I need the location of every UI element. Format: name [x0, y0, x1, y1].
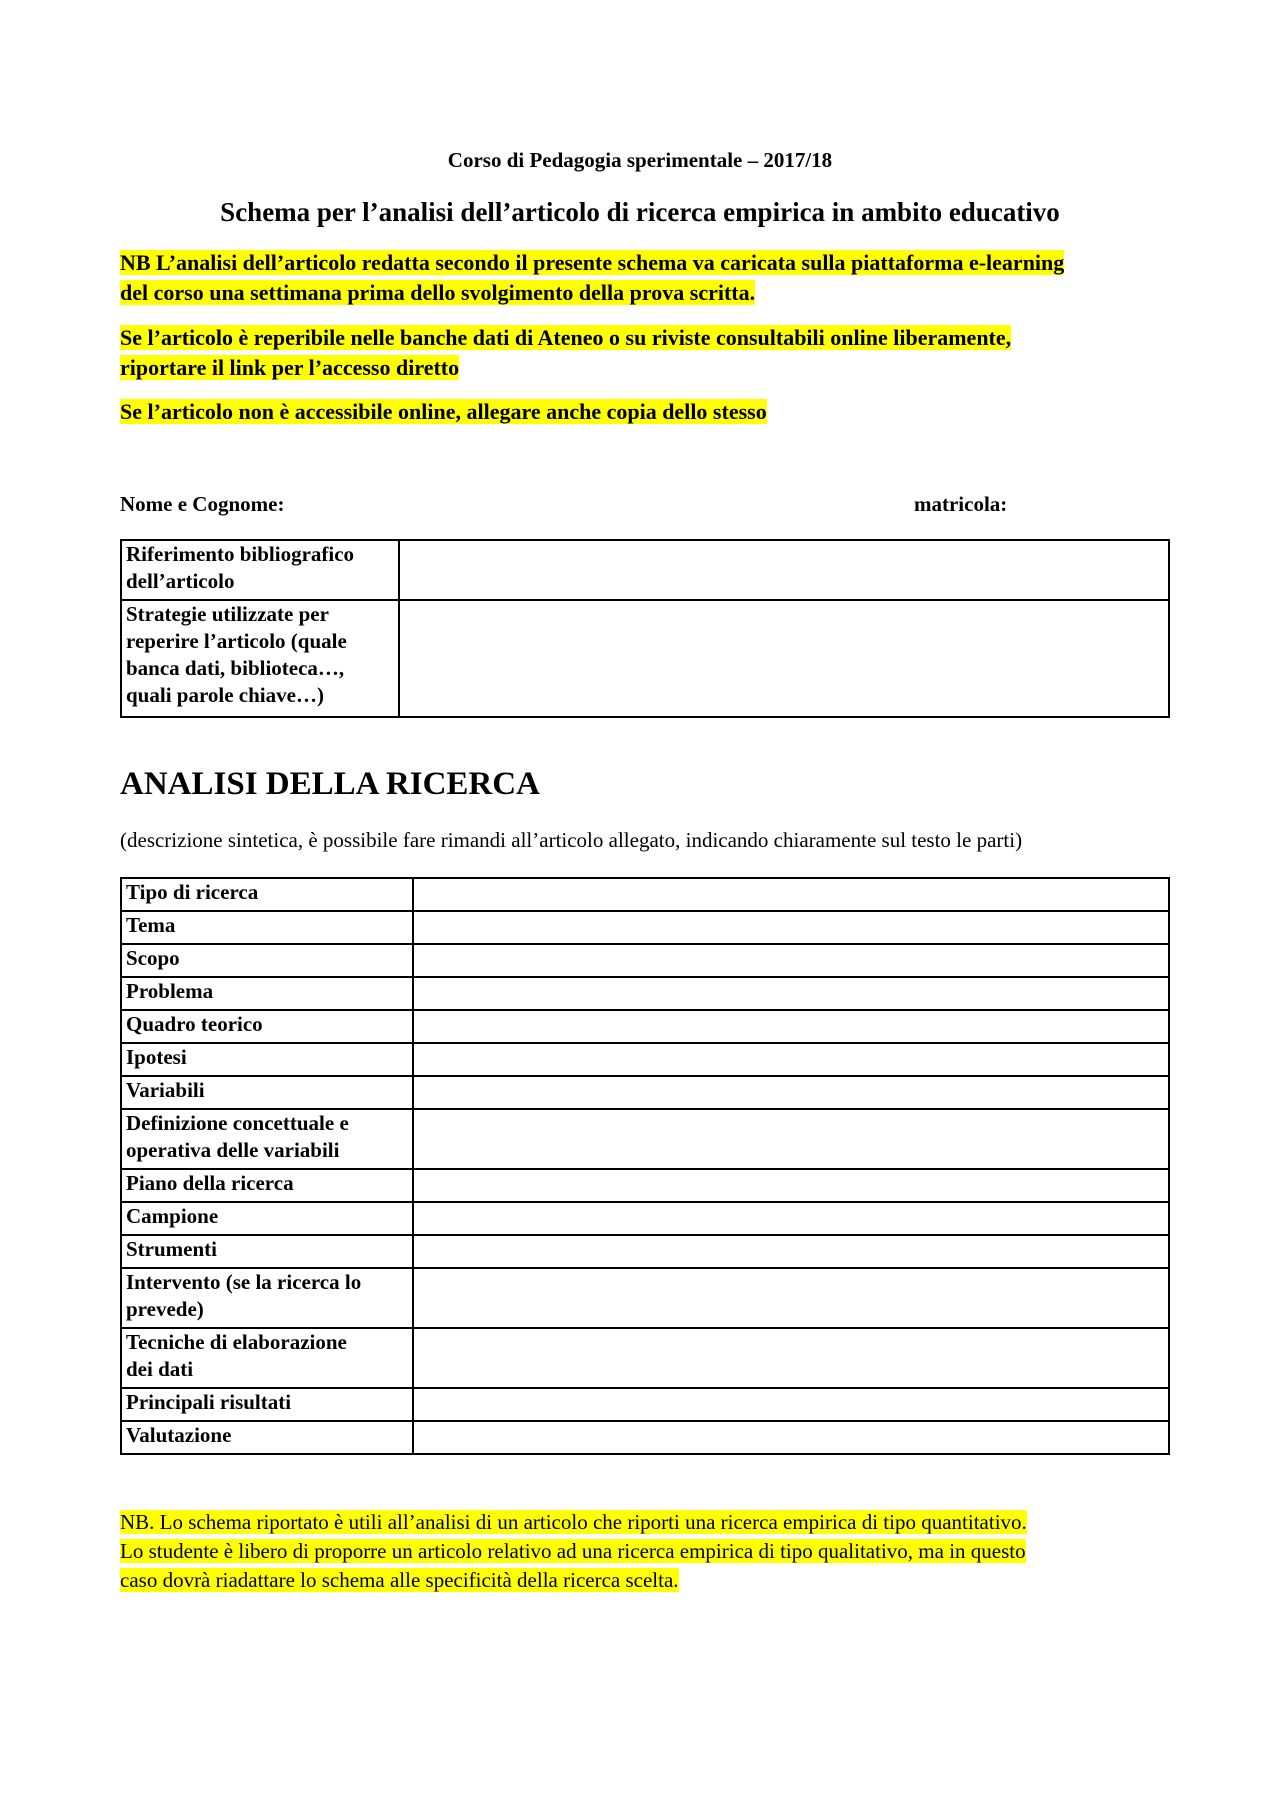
row-label: Tecniche di elaborazione dei dati — [121, 1328, 413, 1388]
row-label: Piano della ricerca — [121, 1169, 413, 1202]
table-row — [121, 540, 1169, 600]
row-label: Valutazione — [121, 1421, 413, 1454]
matricola-label: matricola: — [914, 492, 1008, 516]
row-value-cell[interactable] — [413, 1235, 1169, 1268]
row-value-cell[interactable] — [413, 1010, 1169, 1043]
row-value-cell[interactable] — [413, 1076, 1169, 1109]
table-row — [121, 1235, 1169, 1268]
table-row — [121, 1388, 1169, 1421]
table-row — [121, 911, 1169, 944]
document-title: Schema per l’analisi dell’articolo di ricerca empirica in ambito educativo — [220, 197, 1060, 227]
row-value-cell[interactable] — [413, 1268, 1169, 1328]
upload-note-line-2: del corso una settimana prima dello svolgimento della prova scritta. — [120, 280, 756, 305]
upload-note-line-1: NB L’analisi dell’articolo redatta secondo il presente schema va caricata sulla piattaforma e-learning — [120, 250, 1065, 275]
row-label: Definizione concettuale e operativa delle variabili — [121, 1109, 413, 1169]
row-value-cell[interactable] — [413, 1328, 1169, 1388]
row-label: Ipotesi — [121, 1043, 413, 1076]
table-row — [121, 1328, 1169, 1388]
article-info-table — [120, 539, 1170, 718]
table-row — [121, 1043, 1169, 1076]
table-row — [121, 1268, 1169, 1328]
search-strategies-label: Strategie utilizzate per reperire l’articolo (quale banca dati, biblioteca…, quali parole chiave…) — [121, 600, 399, 717]
footnote-line-2: Lo studente è libero di proporre un articolo relativo ad una ricerca empirica di tipo qualitativo, ma in questo — [120, 1539, 1026, 1563]
name-label: Nome e Cognome: — [120, 492, 285, 516]
analysis-table — [120, 877, 1170, 1455]
table-row — [121, 944, 1169, 977]
row-value-cell[interactable] — [413, 1109, 1169, 1169]
link-note — [120, 323, 1180, 383]
row-label: Campione — [121, 1202, 413, 1235]
table-row — [121, 600, 1169, 717]
row-label: Strumenti — [121, 1235, 413, 1268]
link-note-line-2: riportare il link per l’accesso diretto — [120, 355, 460, 380]
table-row — [121, 1421, 1169, 1454]
row-label: Principali risultati — [121, 1388, 413, 1421]
row-value-cell[interactable] — [413, 977, 1169, 1010]
section-description: (descrizione sintetica, è possibile fare rimandi all’articolo allegato, indicando chiaramente sul testo le parti) — [120, 828, 1023, 852]
search-strategies-cell[interactable] — [399, 600, 1169, 717]
footnote-line-3: caso dovrà riadattare lo schema alle specificità della ricerca scelta. — [120, 1568, 679, 1592]
row-value-cell[interactable] — [413, 1202, 1169, 1235]
footnote-line-1: NB. Lo schema riportato è utili all’analisi di un articolo che riporti una ricerca empirica di tipo quantitativo. — [120, 1510, 1027, 1534]
table-row — [121, 1169, 1169, 1202]
row-label: Scopo — [121, 944, 413, 977]
course-heading: Corso di Pedagogia sperimentale – 2017/18 — [447, 148, 833, 172]
row-label: Intervento (se la ricerca lo prevede) — [121, 1268, 413, 1328]
row-value-cell[interactable] — [413, 911, 1169, 944]
table-row — [121, 977, 1169, 1010]
row-value-cell[interactable] — [413, 944, 1169, 977]
row-label: Tipo di ricerca — [121, 878, 413, 911]
link-note-line-1: Se l’articolo è reperibile nelle banche dati di Ateneo o su riviste consultabili online liberamente, — [120, 325, 1012, 350]
row-label: Tema — [121, 911, 413, 944]
upload-note — [120, 248, 1180, 308]
row-label: Quadro teorico — [121, 1010, 413, 1043]
attachment-note — [120, 397, 1180, 427]
row-label: Problema — [121, 977, 413, 1010]
row-label: Variabili — [121, 1076, 413, 1109]
table-row — [121, 1076, 1169, 1109]
footnote — [120, 1508, 1200, 1595]
attachment-note-text: Se l’articolo non è accessibile online, allegare anche copia dello stesso — [120, 399, 767, 424]
table-row — [121, 1109, 1169, 1169]
row-value-cell[interactable] — [413, 878, 1169, 911]
row-value-cell[interactable] — [413, 1169, 1169, 1202]
table-row — [121, 1010, 1169, 1043]
table-row — [121, 1202, 1169, 1235]
bibliographic-reference-cell[interactable] — [399, 540, 1169, 600]
row-value-cell[interactable] — [413, 1043, 1169, 1076]
row-value-cell[interactable] — [413, 1421, 1169, 1454]
table-row — [121, 878, 1169, 911]
row-value-cell[interactable] — [413, 1388, 1169, 1421]
bibliographic-reference-label: Riferimento bibliografico dell’articolo — [121, 540, 399, 600]
section-title: ANALISI DELLA RICERCA — [120, 766, 540, 802]
